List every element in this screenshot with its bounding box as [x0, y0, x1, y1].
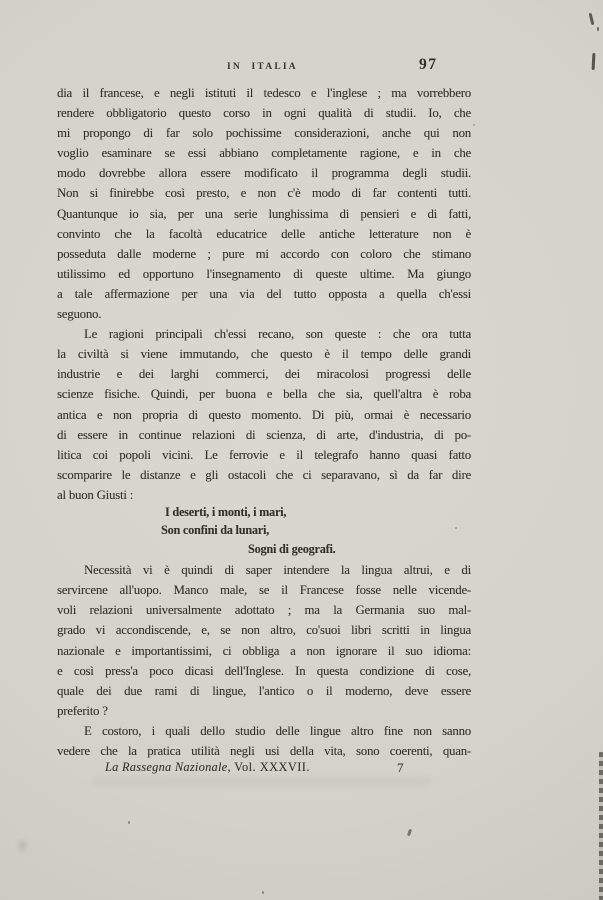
text-line: dia il francese, e negli istituti il tedesco e l'inglese ; ma vorrebbero [57, 86, 471, 100]
verse-block [57, 503, 471, 558]
text-line: mi propongo di far solo pochissime considerazioni, anche qui non [57, 126, 471, 141]
text-line: Quantunque io sia, per una serie lunghissima di pensieri e di fatti, [57, 206, 471, 221]
text-line: Non si finirebbe così presto, e non c'è modo di far contenti tutti. [57, 186, 471, 201]
scan-ink-mark [592, 53, 596, 70]
page-edge-shadow [599, 752, 603, 900]
text-line: scienze fisiche. Quindi, per buona e bella che sia, quell'altra è roba [57, 387, 471, 402]
running-title: IN ITALIA [227, 62, 298, 72]
text-line: posseduta dalle moderne ; pure mi accordo con coloro che stimano [57, 246, 471, 261]
page-body [57, 83, 471, 761]
text-line: nazionale e importantissimi, ci obbliga a non ignorare il suo idioma: [57, 643, 471, 658]
text-line: voglio esaminare se essi abbiano completamente ragione, e in che [57, 146, 471, 161]
text-line: la civiltà si viene immutando, che questo è il tempo delle grandi [57, 347, 471, 362]
footer-volume: Vol. XXXVII. [230, 760, 310, 774]
verse-line: I deserti, i monti, i mari, [165, 504, 287, 519]
text-line: grado vi accondiscende, e, se non altro, co'suoi libri scritti in lingua [57, 623, 471, 638]
page-number: 97 [419, 56, 438, 73]
paragraph [57, 560, 471, 721]
scan-ink-mark [589, 13, 595, 25]
text-line: scomparire le distanze e gli ostacoli che ci separavano, sì da far dire [57, 467, 471, 482]
paragraph [57, 324, 471, 505]
verse-line: Son confini da lunari, [161, 523, 270, 538]
text-line: voli relazioni universalmente adottato ; ma la Germania suo mal- [57, 603, 471, 618]
scan-speckle [407, 829, 412, 837]
text-line: preferito ? [57, 703, 108, 718]
text-line: al buon Giusti : [57, 487, 134, 502]
verse-line: Sogni di geografi. [248, 541, 336, 556]
text-line: antica e non propria di questo momento. Di più, ormai è necessario [57, 407, 471, 422]
scan-speckle [473, 124, 475, 126]
text-line: a tale affermazione per una via del tutto opposta a quella ch'essi [57, 286, 471, 301]
scan-speckle [262, 891, 264, 894]
text-line: litica coi popoli vicini. Le ferrovie e il telegrafo hanno quasi fatto [57, 447, 471, 462]
text-line: modo dovrebbe allora essere modificato il programma degli studii. [57, 166, 471, 181]
text-line: Le ragioni principali ch'essi recano, son queste : che ora tutta [84, 327, 471, 342]
paragraph [57, 83, 471, 324]
text-line: utilissimo ed opportuno l'insegnamento di queste ultime. Ma giungo [57, 266, 471, 281]
paragraph [57, 721, 471, 761]
text-line: seguono. [57, 307, 102, 322]
text-line: Necessità vi è quindi di saper intendere la lingua altrui, e di [84, 563, 471, 578]
text-line: e così press'a poco dicasi dell'Inglese. In questa condizione di cose, [57, 663, 471, 678]
text-line: industrie e dei larghi commerci, dei miracolosi progressi delle [57, 367, 471, 382]
text-line: rendere obbligatorio questo corso in ogni qualità di studii. Io, che [57, 106, 471, 121]
text-line: di essere in continue relazioni di scienza, di arte, d'industria, di po- [57, 427, 471, 442]
scan-speckle [18, 840, 27, 851]
scan-speckle [128, 821, 130, 824]
page-footer [57, 760, 471, 775]
scan-ink-mark [597, 27, 599, 31]
text-line: E costoro, i quali dello studio delle lingue altro fine non sanno [84, 723, 471, 738]
text-line: quale dei due rami di lingue, l'antico o il moderno, deve essere [57, 683, 471, 698]
ink-bleed-through [92, 777, 432, 786]
text-line: servircene all'uopo. Manco male, se il Francese fosse nelle vicende- [57, 583, 471, 598]
footer-journal-title: La Rassegna Nazionale, [105, 760, 231, 774]
text-line: convinto che la facoltà educatrice delle antiche letterature non è [57, 226, 471, 241]
text-line: vedere che la pratica utilità negli usi della vita, sono coerenti, quan- [57, 743, 471, 758]
footer-signature-number: 7 [397, 760, 404, 775]
